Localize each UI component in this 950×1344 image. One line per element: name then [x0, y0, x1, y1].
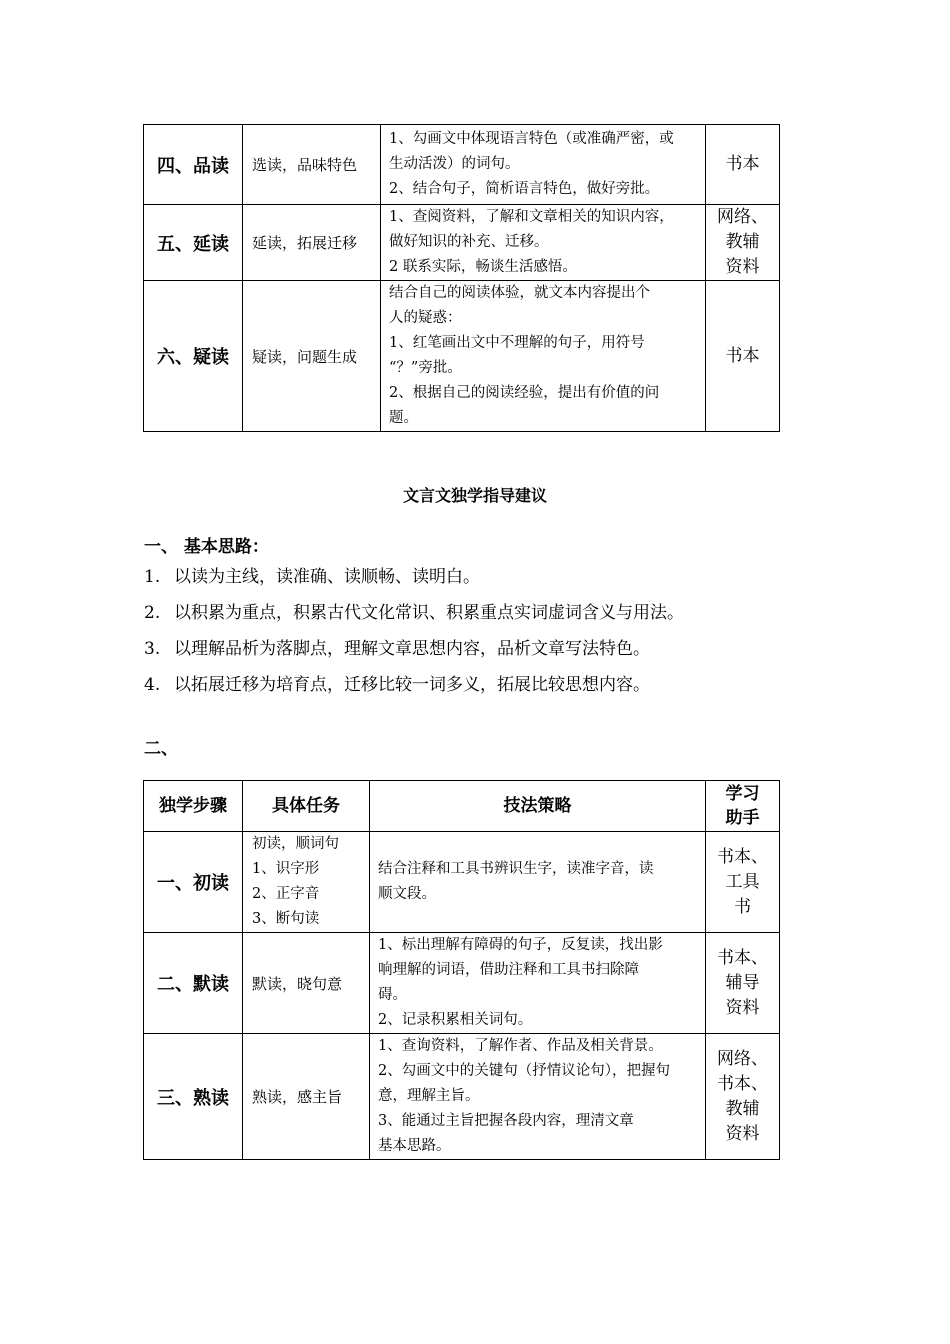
- aid-cell: [706, 1034, 780, 1160]
- strategy-cell: [370, 832, 706, 933]
- aid-line: 书本: [725, 345, 760, 366]
- aid-line: 资料: [725, 257, 760, 277]
- aid-cell: [706, 125, 780, 205]
- task-line: 1、识字形: [252, 861, 320, 877]
- task-cell: 选读，品味特色: [243, 125, 381, 205]
- item-number: 4.: [144, 675, 161, 695]
- section-heading-two: 二、: [144, 739, 178, 759]
- header-task: 具体任务: [243, 781, 370, 832]
- basic-ideas-list: [144, 566, 684, 710]
- aid-line: 网络、: [717, 1048, 768, 1069]
- step-cell: 二、默读: [144, 933, 243, 1034]
- aid-line: 书本、: [717, 1073, 768, 1094]
- aid-line: 书本: [725, 154, 760, 174]
- strategy-cell: [370, 933, 706, 1034]
- step-cell: 五、延读: [144, 205, 243, 281]
- aid-cell: [706, 205, 780, 281]
- strategy-line: 2 联系实际，畅谈生活感悟。: [389, 259, 577, 275]
- strategy-line: 基本思路。: [378, 1138, 451, 1154]
- strategy-line: 结合注释和工具书辨识生字，读准字音，读: [378, 861, 654, 877]
- strategy-line: 碍。: [378, 987, 407, 1003]
- aid-line: 教辅: [725, 1098, 760, 1119]
- strategy-cell: [370, 1034, 706, 1160]
- header-aid-line: 助手: [725, 808, 760, 828]
- step-cell: 六、疑读: [144, 281, 243, 432]
- strategy-line: 生动活泼）的词句。: [389, 156, 520, 172]
- item-number: 2.: [144, 603, 161, 623]
- header-aid-line: 学习: [725, 784, 760, 804]
- item-text: 以读为主线，读准确、读顺畅、读明白。: [174, 567, 480, 587]
- table-row: [144, 125, 780, 205]
- strategy-line: 1、勾画文中体现语言特色（或准确严密，或: [389, 131, 674, 147]
- strategy-line: 人的疑惑：: [389, 310, 462, 326]
- top-table: [143, 124, 780, 432]
- strategy-line: 意，理解主旨。: [378, 1088, 480, 1104]
- strategy-cell: [381, 281, 706, 432]
- item-text: 以拓展迁移为培育点，迁移比较一词多义，拓展比较思想内容。: [174, 675, 650, 695]
- strategy-line: 1、标出理解有障碍的句子，反复读，找出影: [378, 937, 663, 953]
- header-aid: [706, 781, 780, 832]
- header-strategy: 技法策略: [370, 781, 706, 832]
- item-number: 3.: [144, 639, 161, 659]
- item-number: 1.: [144, 567, 161, 587]
- task-line: 2、正字音: [252, 886, 320, 902]
- list-item: [144, 602, 684, 638]
- strategy-line: 2、勾画文中的关键句（抒情议论句），把握句: [378, 1063, 670, 1079]
- aid-line: 书本、: [717, 846, 768, 867]
- task-line: 初读，顺词句: [252, 836, 339, 852]
- page-title: 文言文独学指导建议: [402, 486, 547, 505]
- aid-cell: [706, 832, 780, 933]
- task-cell: [243, 933, 370, 1034]
- list-item: [144, 638, 684, 674]
- aid-line: 工具: [725, 871, 760, 892]
- strategy-cell: [381, 205, 706, 281]
- table-row: [144, 1034, 780, 1160]
- task-cell: [243, 832, 370, 933]
- strategy-line: 3、能通过主旨把握各段内容，理清文章: [378, 1113, 634, 1129]
- strategy-line: 1、查阅资料，了解和文章相关的知识内容，: [389, 209, 674, 225]
- strategy-line: “？”旁批。: [389, 360, 462, 376]
- aid-line: 资料: [725, 997, 760, 1018]
- task-line: 熟读，感主旨: [252, 1088, 343, 1106]
- section-heading-basic: 一、 基本思路：: [144, 537, 269, 557]
- table-row: [144, 832, 780, 933]
- aid-cell: [706, 933, 780, 1034]
- strategy-cell: [381, 125, 706, 205]
- strategy-line: 2、结合句子，简析语言特色，做好旁批。: [389, 181, 660, 197]
- list-item: [144, 674, 684, 710]
- strategy-line: 1、红笔画出文中不理解的句子，用符号: [389, 335, 645, 351]
- aid-cell: [706, 281, 780, 432]
- table-header-row: [144, 781, 780, 832]
- table-row: [144, 933, 780, 1034]
- aid-line: 资料: [725, 1123, 760, 1144]
- item-text: 以积累为重点，积累古代文化常识、积累重点实词虚词含义与用法。: [174, 603, 684, 623]
- list-item: [144, 566, 684, 602]
- strategy-line: 1、查询资料，了解作者、作品及相关背景。: [378, 1038, 663, 1054]
- aid-line: 书本、: [717, 947, 768, 968]
- strategy-line: 题。: [389, 410, 418, 426]
- strategy-line: 顺文段。: [378, 886, 436, 902]
- strategy-line: 2、根据自己的阅读经验，提出有价值的问: [389, 385, 660, 401]
- task-cell: 疑读，问题生成: [243, 281, 381, 432]
- table-row: [144, 281, 780, 432]
- step-cell: 四、品读: [144, 125, 243, 205]
- aid-line: 网络、: [717, 207, 768, 227]
- strategy-line: 响理解的词语，借助注释和工具书扫除障: [378, 962, 639, 978]
- strategy-line: 做好知识的补充、迁移。: [389, 234, 549, 250]
- aid-line: 书: [734, 896, 751, 917]
- task-cell: [243, 1034, 370, 1160]
- task-cell: 延读，拓展迁移: [243, 205, 381, 281]
- strategy-line: 结合自己的阅读体验，就文本内容提出个: [389, 285, 650, 301]
- aid-line: 教辅: [725, 232, 760, 252]
- task-line: 默读，晓句意: [252, 974, 343, 993]
- aid-line: 辅导: [725, 972, 760, 993]
- strategy-line: 2、记录积累相关词句。: [378, 1012, 533, 1028]
- item-text: 以理解品析为落脚点，理解文章思想内容，品析文章写法特色。: [174, 639, 650, 659]
- task-line: 3、断句读: [252, 911, 320, 927]
- steps-table: [143, 780, 780, 1160]
- step-cell: 一、初读: [144, 832, 243, 933]
- step-cell: 三、熟读: [144, 1034, 243, 1160]
- header-step: 独学步骤: [144, 781, 243, 832]
- table-row: [144, 205, 780, 281]
